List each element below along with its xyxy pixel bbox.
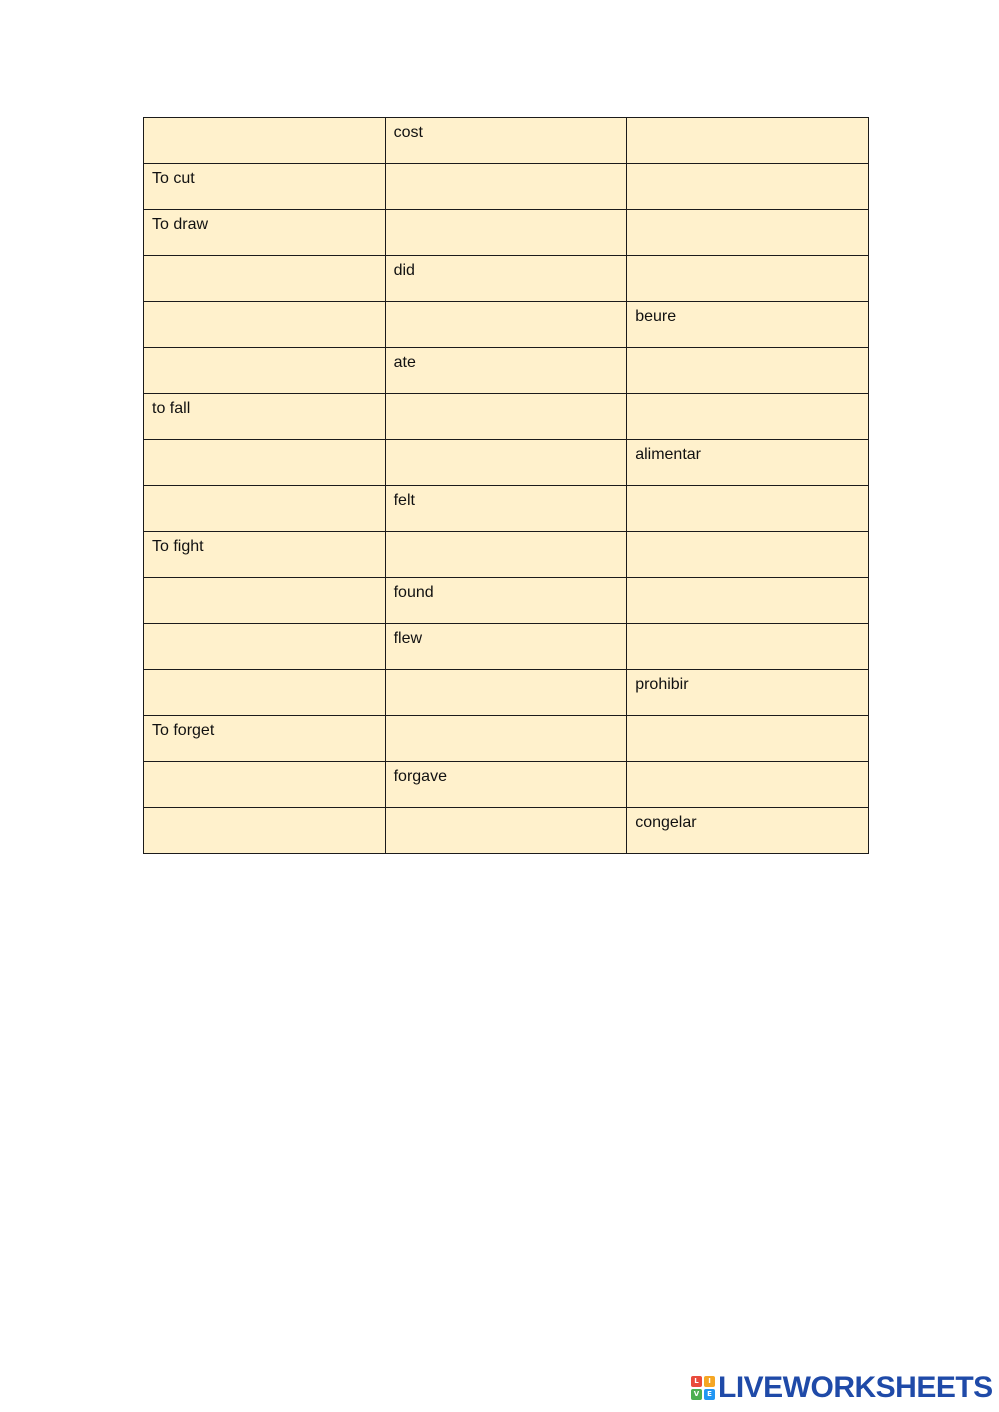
table-cell[interactable]: [385, 394, 627, 440]
table-cell[interactable]: [144, 440, 386, 486]
table-cell[interactable]: [144, 808, 386, 854]
table-cell[interactable]: [627, 486, 869, 532]
table-row: [144, 256, 869, 302]
table-cell[interactable]: [385, 164, 627, 210]
table-row: [144, 624, 869, 670]
liveworksheets-wordmark: LIVEWORKSHEETS: [718, 1371, 993, 1404]
table-cell[interactable]: [144, 624, 386, 670]
table-cell[interactable]: [627, 624, 869, 670]
table-row: [144, 440, 869, 486]
verb-table-body: [144, 118, 869, 854]
table-cell[interactable]: [385, 440, 627, 486]
table-cell[interactable]: [627, 716, 869, 762]
table-cell[interactable]: [385, 716, 627, 762]
table-cell[interactable]: prohibir: [627, 670, 869, 716]
table-cell[interactable]: [144, 762, 386, 808]
liveworksheets-logo: [691, 1371, 993, 1404]
table-row: [144, 486, 869, 532]
table-cell[interactable]: did: [385, 256, 627, 302]
table-cell[interactable]: ate: [385, 348, 627, 394]
table-cell[interactable]: [385, 302, 627, 348]
table-cell[interactable]: beure: [627, 302, 869, 348]
verb-table: [143, 117, 869, 854]
table-cell[interactable]: cost: [385, 118, 627, 164]
table-cell[interactable]: [144, 486, 386, 532]
table-cell[interactable]: [627, 762, 869, 808]
table-cell[interactable]: [144, 302, 386, 348]
mark-letter-l: L: [691, 1376, 702, 1387]
table-cell[interactable]: alimentar: [627, 440, 869, 486]
table-cell[interactable]: [627, 348, 869, 394]
table-row: [144, 670, 869, 716]
table-cell[interactable]: flew: [385, 624, 627, 670]
table-row: [144, 532, 869, 578]
table-cell[interactable]: [144, 578, 386, 624]
table-cell[interactable]: to fall: [144, 394, 386, 440]
table-cell[interactable]: [627, 256, 869, 302]
table-cell[interactable]: [144, 118, 386, 164]
table-row: [144, 118, 869, 164]
table-cell[interactable]: congelar: [627, 808, 869, 854]
mark-letter-e: E: [704, 1389, 715, 1400]
table-row: [144, 210, 869, 256]
table-cell[interactable]: [144, 348, 386, 394]
table-cell[interactable]: [385, 808, 627, 854]
table-cell[interactable]: [385, 210, 627, 256]
table-cell[interactable]: [385, 670, 627, 716]
table-row: [144, 302, 869, 348]
table-row: [144, 578, 869, 624]
table-cell[interactable]: [627, 394, 869, 440]
table-cell[interactable]: found: [385, 578, 627, 624]
table-row: [144, 808, 869, 854]
table-cell[interactable]: [385, 532, 627, 578]
table-cell[interactable]: [627, 164, 869, 210]
table-row: [144, 716, 869, 762]
table-cell[interactable]: forgave: [385, 762, 627, 808]
table-cell[interactable]: [144, 256, 386, 302]
table-cell[interactable]: [627, 532, 869, 578]
mark-letter-v: V: [691, 1389, 702, 1400]
table-cell[interactable]: [627, 578, 869, 624]
table-cell[interactable]: To fight: [144, 532, 386, 578]
table-row: [144, 348, 869, 394]
table-row: [144, 762, 869, 808]
table-row: [144, 164, 869, 210]
table-cell[interactable]: [627, 118, 869, 164]
mark-letter-i: I: [704, 1376, 715, 1387]
liveworksheets-mark-icon: [691, 1376, 715, 1400]
table-cell[interactable]: felt: [385, 486, 627, 532]
table-cell[interactable]: [627, 210, 869, 256]
table-cell[interactable]: [144, 670, 386, 716]
table-cell[interactable]: To draw: [144, 210, 386, 256]
table-cell[interactable]: To cut: [144, 164, 386, 210]
table-cell[interactable]: To forget: [144, 716, 386, 762]
table-row: [144, 394, 869, 440]
